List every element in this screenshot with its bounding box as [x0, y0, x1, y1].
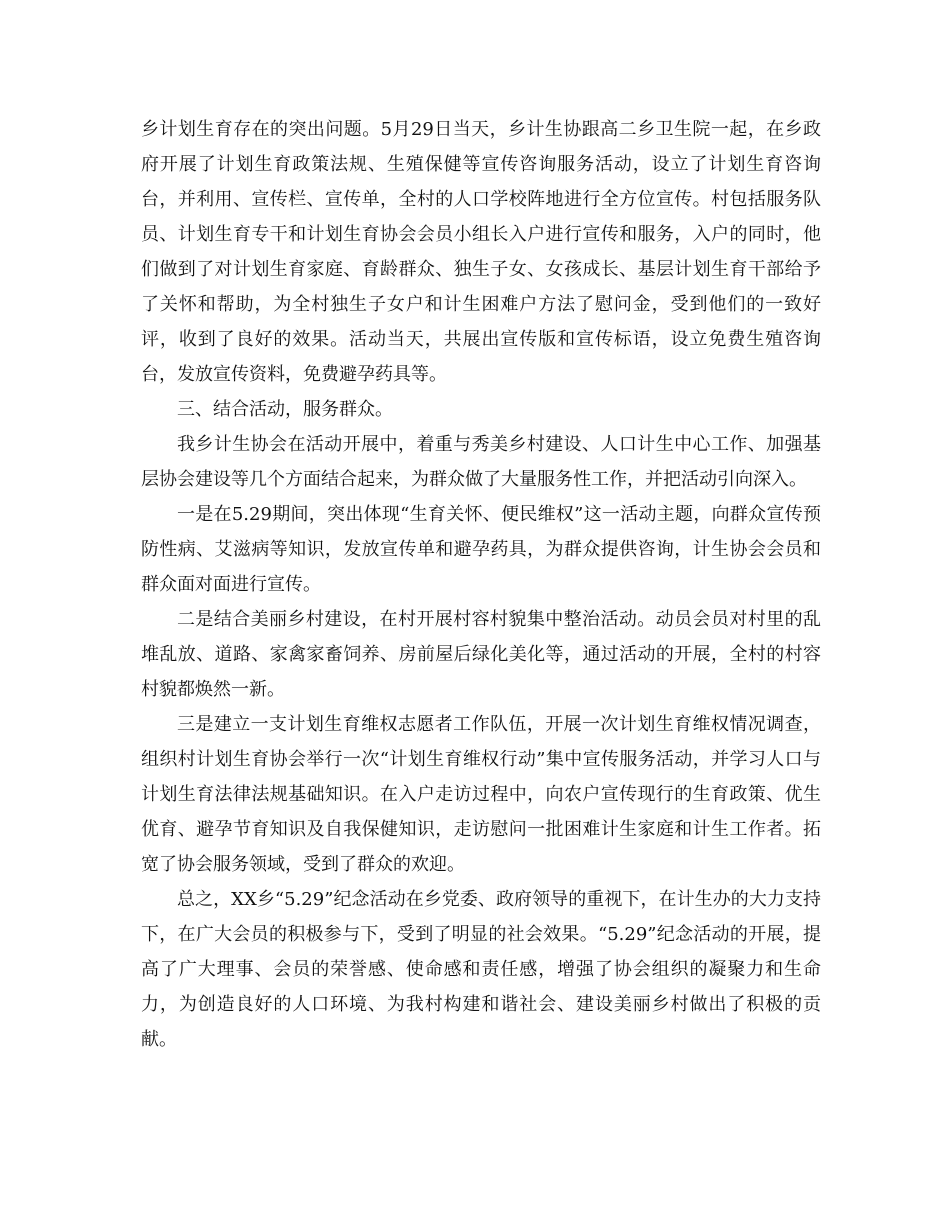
paragraph-6: 三是建立一支计划生育维权志愿者工作队伍，开展一次计划生育维权情况调查，组织村计划生育协会举行一次“计划生育维权行动”集中宣传服务活动，并学习人口与计划生育法律法规基础知识。在入户走访过程中，向农户宣传现行的生育政策、优生优育、避孕节育知识及自我保健知识，走访慰问一批困难计生家庭和计生工作者。拓宽了协会服务领域，受到了群众的欢迎。	[141, 714, 821, 875]
paragraph-5: 二是结合美丽乡村建设，在村开展村容村貌集中整治活动。动员会员对村里的乱堆乱放、道路、家禽家畜饲养、房前屋后绿化美化等，通过活动的开展，全村的村容村貌都焕然一新。	[141, 609, 821, 700]
paragraph-1: 乡计划生育存在的突出问题。5月29日当天，乡计生协跟高二乡卫生院一起，在乡政府开展了计划生育政策法规、生殖保健等宣传咨询服务活动，设立了计划生育咨询台，并利用、宣传栏、宣传单，全村的人口学校阵地进行全方位宣传。村包括服务队员、计划生育专干和计划生育协会会员小组长入户进行宣传和服务，入户的同时，他们做到了对计划生育家庭、育龄群众、独生子女、女孩成长、基层计划生育干部给予了关怀和帮助，为全村独生子女户和计生困难户方法了慰问金，受到他们的一致好评，收到了良好的效果。活动当天，共展出宣传版和宣传标语，设立免费生殖咨询台，发放宣传资料，免费避孕药具等。	[141, 119, 821, 385]
paragraph-7: 总之，XX乡“5.29”纪念活动在乡党委、政府领导的重视下，在计生办的大力支持下，在广大会员的积极参与下，受到了明显的社会效果。“5.29”纪念活动的开展，提高了广大理事、会员的荣誉感、使命感和责任感，增强了协会组织的凝聚力和生命力，为创造良好的人口环境、为我村构建和谐社会、建设美丽乡村做出了积极的贡献。	[141, 889, 821, 1050]
section-heading-3: 三、结合活动，服务群众。	[177, 399, 393, 420]
document-page	[141, 112, 821, 1057]
paragraph-3: 我乡计生协会在活动开展中，着重与秀美乡村建设、人口计生中心工作、加强基层协会建设等几个方面结合起来，为群众做了大量服务性工作，并把活动引向深入。	[141, 434, 821, 490]
paragraph-4: 一是在5.29期间，突出体现“生育关怀、便民维权”这一活动主题，向群众宣传预防性病、艾滋病等知识，发放宣传单和避孕药具，为群众提供咨询，计生协会会员和群众面对面进行宣传。	[141, 504, 821, 595]
